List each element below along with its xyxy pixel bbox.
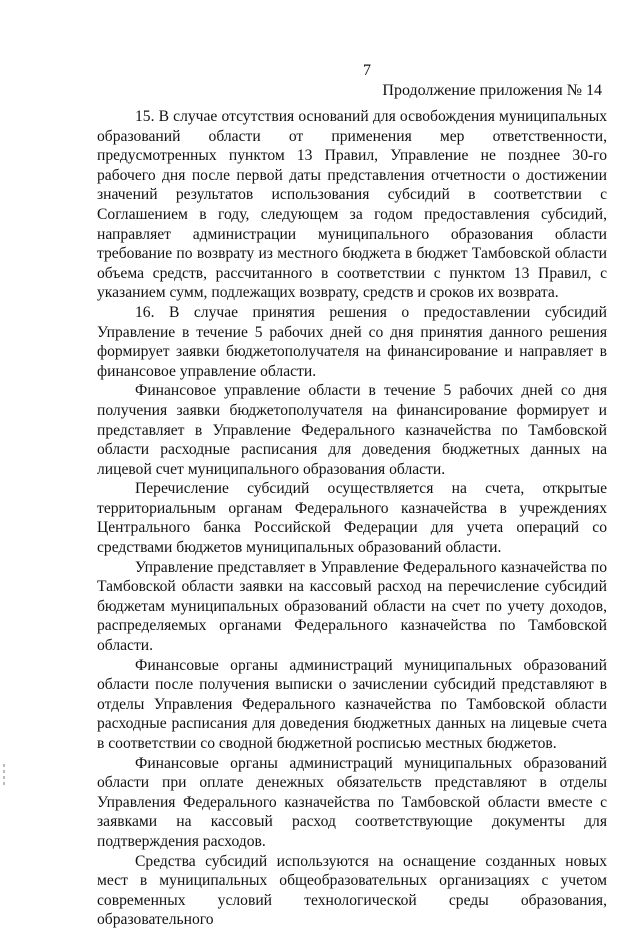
paragraph-financial-bodies-obligations: Финансовые органы администраций муниципальных образований области при оплате денежных обязательств представляют в отделы Управления Федерального казначейства по Тамбовской области вместе с заявками на кассовый расход соответствующие документы для подтверждения расходов. — [97, 754, 607, 850]
page-number: 7 — [363, 62, 371, 79]
margin-dot — [3, 770, 5, 773]
paragraph-16: 16. В случае принятия решения о предоставлении субсидий Управление в течение 5 рабочих дней со дня принятия данного решения формирует заявки бюджетополучателя на финансирование и направляет в финансовое управление области. — [97, 303, 607, 380]
paragraph-cash-expense-requests: Управление представляет в Управление Федерального казначейства по Тамбовской области заявки на кассовый расход на перечисление субсидий бюджетам муниципальных образований области на счет по учету доходов, распределяемых органами Федерального казначейства по Тамбовской области. — [97, 558, 607, 655]
paragraph-financial-bodies-statements: Финансовые органы администраций муниципальных образований области после получения выписки о зачислении субсидий представляют в отделы Управления Федерального казначейства по Тамбовской области расходные расписания для доведения бюджетных данных на лицевые счета в соответствии со сводной бюджетной росписью местных бюджетов. — [97, 656, 607, 752]
paragraph-subsidy-use: Средства субсидий используются на оснащение созданных новых мест в муниципальных общеобразовательных организациях с учетом современных условий технологической среды образования, образовательного — [97, 852, 607, 929]
paragraph-financial-department: Финансовое управление области в течение 5 рабочих дней со дня получения заявки бюджетополучателя на финансирование формирует и представляет в Управление Федерального казначейства по Тамбовской области расходные расписания для доведения бюджетных данных на лицевой счет муниципального образования области. — [97, 382, 607, 478]
margin-dot — [3, 776, 5, 779]
paragraph-15: 15. В случае отсутствия оснований для освобождения муниципальных образований области от применения мер ответственности, предусмотренных пунктом 13 Правил, Управление не позднее 30-го рабочего дня после первой даты представления отчетности о достижении значений результатов использования субсидий в соответствии с Соглашением в году, следующем за годом предоставления субсидий, направляет администрации муниципального образования области требование по возврату из местного бюджета в бюджет Тамбовской области объема средств, рассчитанного в соответствии с пунктом 13 Правил, с указанием сумм, подлежащих возврату, средств и сроков их возврата. — [97, 108, 607, 302]
paragraph-transfer-accounts: Перечисление субсидий осуществляется на счета, открытые территориальным органам Федерального казначейства в учреждениях Центрального банка Российской Федерации для учета операций со средствами бюджетов муниципальных образований области. — [97, 480, 607, 557]
margin-dot — [3, 764, 5, 767]
document-body — [97, 107, 607, 930]
appendix-continuation-label: Продолжение приложения № 14 — [382, 82, 602, 99]
margin-dot — [3, 782, 5, 785]
